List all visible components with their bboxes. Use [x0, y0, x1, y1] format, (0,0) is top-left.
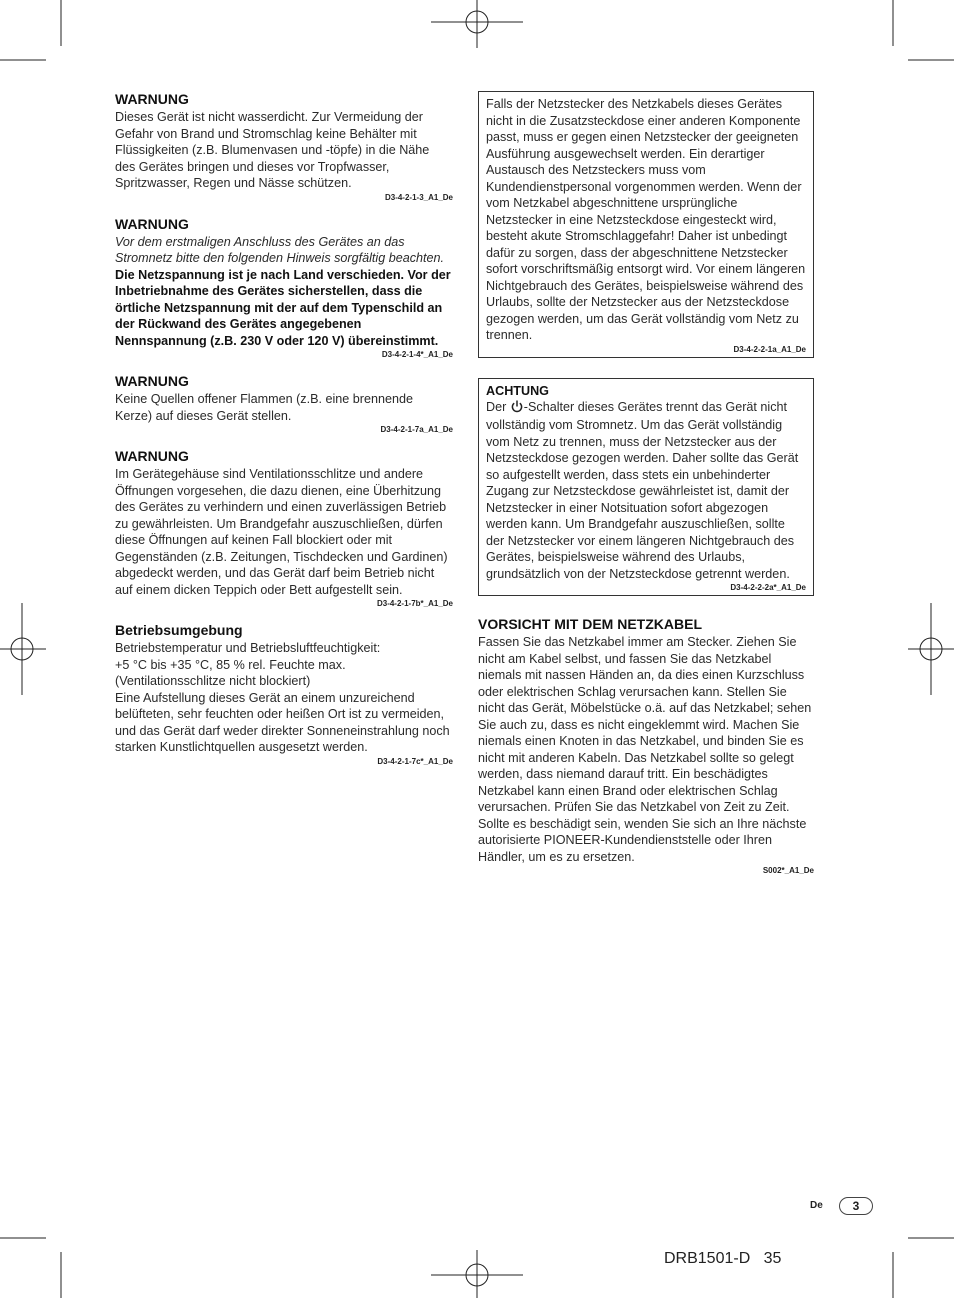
right-column: [478, 91, 814, 889]
page-number: 3: [839, 1197, 873, 1215]
section-text: Eine Aufstellung dieses Gerät an einem unzureichend belüfteten, sehr feuchten oder heißen Ort ist zu vermeiden, und das Gerät darf weder direkter Sonneneinstrahlung noch starken Kunstlichtquellen ausgesetzt werden.: [115, 690, 450, 754]
section-text: Fassen Sie das Netzkabel immer am Stecker. Ziehen Sie nicht am Kabel selbst, und fassen Sie das Netzkabel niemals mit nassen Händen an, da dies einen Kurzschluss oder elektrischen Schlag verursachen kann. Stellen Sie nicht das Gerät, Möbelstücke o.ä. auf das Netzkabel; sehen Sie auch zu, dass es nicht eingeklemmt wird. Machen Sie niemals einen Knoten in das Netzkabel, und binden Sie es nicht mit anderen Kabeln. Das Netzkabel sollte so gelegt werden, dass niemand darauf tritt. Ein beschädigtes Netzkabel kann einen Brand oder elektrischen Schlag verursachen. Prüfen Sie das Netzkabel von Zeit zu Zeit. Sollte es beschädigt sein, wenden Sie sich an Ihre nächste autorisierte PIONEER-Kundendienststelle oder Ihren Händler, um es zu ersetzen.: [478, 635, 812, 864]
env-line-1: Betriebstemperatur und Betriebsluftfeuchtigkeit:: [115, 641, 381, 655]
reference-code: D3-4-2-1-7c*_A1_De: [377, 756, 453, 766]
env-line-2: +5 °C bis +35 °C, 85 % rel. Feuchte max.: [115, 657, 346, 672]
section-text: Im Gerätegehäuse sind Ventilationsschlitze und andere Öffnungen vorgesehen, die dazu dienen, eine Überhitzung des Gerätes zu verhindern und einen zuverlässigen Betrieb zu gewährleisten. Um Brandgefahr auszuschließen, dürfen diese Öffnungen auf keinen Fall blockiert oder mit Gegenständen (z.B. Zeitungen, Tischdecken und Gardinen) abgedeckt werden, und das Gerät darf beim Betrieb nicht auf einem dicken Teppich oder Bett aufgestellt sein.: [115, 467, 448, 597]
env-line-3: (Ventilationsschlitze nicht blockiert): [115, 674, 311, 688]
reference-code: S002*_A1_De: [762, 866, 814, 875]
section-heading: WARNUNG: [115, 215, 189, 232]
section-text-bold: Die Netzspannung ist je nach Land verschieden. Vor der Inbetriebnahme des Gerätes sicherstellen, dass die örtliche Netzspannung mit der auf dem Typenschild an der Rückwand des Gerätes angegebenen Nennspannung (z.B. 230 V oder 120 V) übereinstimmt.: [115, 267, 451, 348]
reference-code: D3-4-2-1-4*_A1_De: [381, 350, 453, 359]
section-text: Keine Quellen offener Flammen (z.B. eine brennende Kerze) auf dieses Gerät stellen.: [115, 392, 414, 423]
reference-code: D3-4-2-2-1a_A1_De: [733, 344, 806, 354]
warning-voltage: [115, 216, 453, 360]
text-after-icon: -Schalter dieses Gerätes trennt das Gerät nicht vollständig vom Stromnetz. Um das Gerät vollständig vom Netz zu trennen, muss der Netzstecker aus der Netzsteckdose gezogen werden. Daher sollte das Gerät so aufgestellt werden, dass stets ein unbehinderter Zugang zur Netzsteckdose gewährleistet ist, damit der Netzstecker in einer Notsituation sofort abgezogen werden kann. Um Brandgefahr auszuschließen, sollte der Netzstecker vor einem längeren Nichtgebrauch des Gerätes, beispielsweise während des Urlaubs, grundsätzlich von der Netzsteckdose getrennt werden.: [486, 399, 799, 581]
box-heading: ACHTUNG: [486, 383, 549, 398]
section-heading: Betriebsumgebung: [115, 622, 243, 638]
reference-code: D3-4-2-2-2a*_A1_De: [730, 583, 806, 592]
power-cord-caution: [478, 616, 814, 875]
section-intro: Vor dem erstmaligen Anschluss des Gerätes an das Stromnetz bitte den folgenden Hinweis sorgfältig beachten.: [115, 234, 445, 265]
reference-code: D3-4-2-1-3_A1_De: [384, 192, 453, 202]
operating-environment: [115, 622, 453, 766]
section-heading: WARNUNG: [115, 448, 189, 464]
caution-box: [478, 378, 814, 597]
left-column: [115, 91, 453, 780]
power-icon: [511, 400, 523, 418]
section-text: Dieses Gerät ist nicht wasserdicht. Zur Vermeidung der Gefahr von Brand und Stromschlag keine Behälter mit Flüssigkeiten (z.B. Blumenvasen und -töpfe) in die Nähe des Gerätes bringen und dieses vor Tropfwasser, Spritzwasser, Regen und Nässe schützen.: [115, 110, 430, 190]
model-number: DRB1501-D: [664, 1250, 751, 1267]
reference-code: D3-4-2-1-7b*_A1_De: [376, 599, 453, 608]
section-heading: VORSICHT MIT DEM NETZKABEL: [478, 616, 702, 632]
sheet-number: 35: [763, 1250, 782, 1267]
box-text: Falls der Netzstecker des Netzkabels dieses Gerätes nicht in die Zusatzsteckdose einer anderen Komponente passt, muss er gegen einen Netzstecker der geeigneten Ausführung ausgewechselt werden. Ein derartiger Austausch des Netzsteckers muss vom Kundendienstpersonal vorgenommen werden. Wenn der vom Netzkabel abgeschnittene ursprüngliche Netzstecker in eine Netzsteckdose eingesteckt wird, besteht akute Stromschlaggefahr! Daher ist unbedingt dafür zu sorgen, dass der abgeschnittene Netzstecker sofort vorschriftsmäßig entsorgt wird. Vor einem längeren Nichtgebrauch des Gerätes, beispielsweise während des Urlaubs, sollte der Netzstecker aus der Netzsteckdose gezogen werden, um das Gerät vollständig vom Netz zu trennen.: [486, 97, 806, 342]
warning-waterproof: [115, 91, 453, 202]
warning-ventilation: [115, 448, 453, 608]
model-and-sheet: [664, 1250, 781, 1268]
plug-replacement-box: [478, 91, 814, 358]
box-text: [486, 399, 806, 583]
warning-flames: [115, 373, 453, 434]
section-heading: WARNUNG: [115, 373, 189, 389]
reference-code: D3-4-2-1-7a_A1_De: [380, 425, 453, 434]
language-label: De: [810, 1200, 823, 1211]
text-before-icon: Der: [486, 399, 507, 414]
section-heading: WARNUNG: [115, 91, 189, 107]
